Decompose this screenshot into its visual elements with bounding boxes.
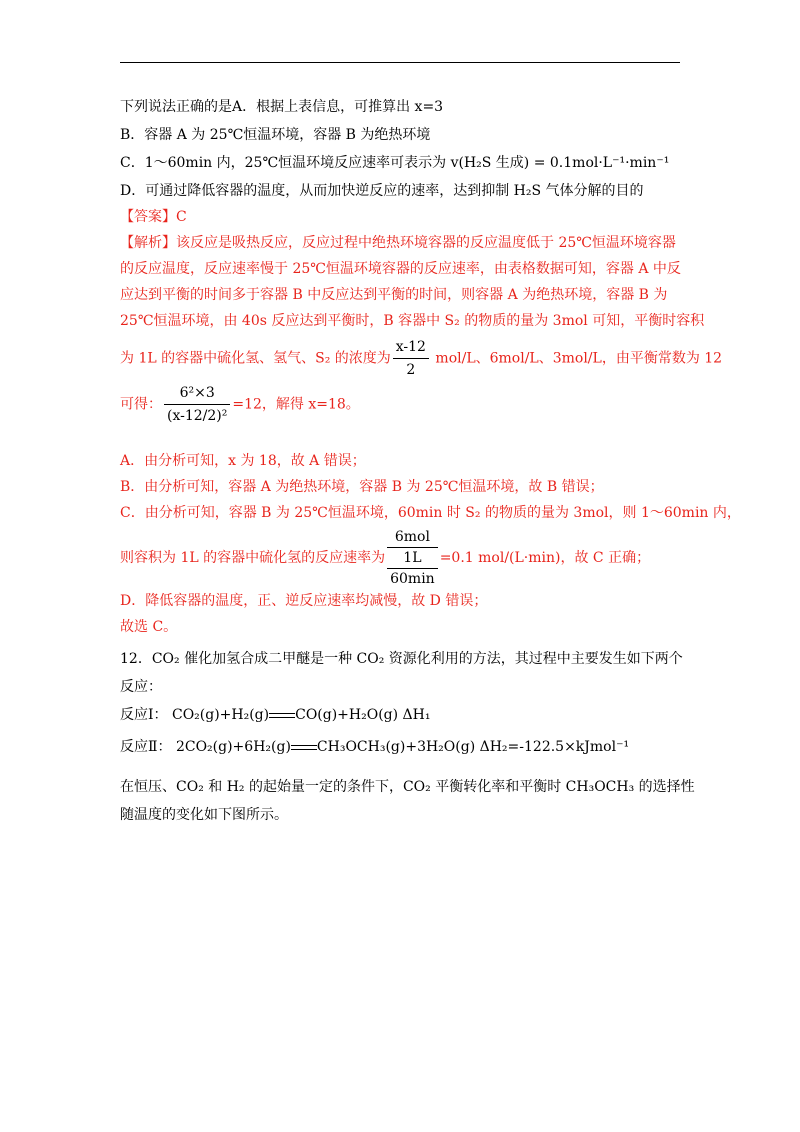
option-c-text: C．1～60min 内，25℃恒温环境反应速率可表示为 v(H₂S 生成) = 0.1mol·L⁻¹·min⁻¹ <box>120 155 670 171</box>
question-12-line-4: 随温度的变化如下图所示。 <box>120 807 288 823</box>
option-b-text: B．容器 A 为 25℃恒温环境，容器 B 为绝热环境 <box>120 127 431 143</box>
rate-suffix: =0.1 mol/(L·min)，故 C 正确； <box>439 550 651 566</box>
equilibrium-arrow-icon <box>291 742 317 752</box>
question-12-line-3: 在恒压、CO₂ 和 H₂ 的起始量一定的条件下，CO₂ 平衡转化率和平衡时 CH₃OCH₃ 的选择性 <box>120 779 695 795</box>
rate-prefix: 则容积为 1L 的容器中硫化氢的反应速率为 <box>120 550 386 566</box>
header-rule <box>120 62 680 63</box>
analysis-line-6 <box>120 383 360 426</box>
fraction-numerator: x-12 <box>395 339 426 355</box>
eq-denominator: (x-12/2)² <box>167 408 228 424</box>
rate-inner-bar <box>387 547 438 548</box>
rate-num-mol: 6mol <box>394 529 430 545</box>
fraction-bar <box>393 358 429 359</box>
analysis-line-3: 应达到平衡的时间多于容器 B 中反应达到平衡的时间，则容器 A 为绝热环境，容器 B 为 <box>120 287 668 303</box>
option-d-text: D．可通过降低容器的温度，从而加快逆反应的速率，达到抑制 H₂S 气体分解的目的 <box>120 183 644 199</box>
rate-outer-bar <box>387 568 438 569</box>
reaction-2-left: 反应Ⅱ： 2CO₂(g)+6H₂(g) <box>120 739 291 755</box>
rate-fraction <box>387 528 438 588</box>
reaction-1-right: CO(g)+H₂O(g) ΔH₁ <box>295 707 431 723</box>
eq-fraction-bar <box>164 404 230 405</box>
analysis-6-prefix: 可得： <box>120 396 162 413</box>
analysis-option-c: C．由分析可知，容器 B 为 25℃恒温环境，60min 时 S₂ 的物质的量为 3mol，则 1～60min 内， <box>120 505 741 521</box>
analysis-line-2: 的反应温度，反应速率慢于 25℃恒温环境容器的反应速率，由表格数据可知，容器 A 中反 <box>120 261 681 277</box>
analysis-line-4: 25℃恒温环境，由 40s 反应达到平衡时，B 容器中 S₂ 的物质的量为 3mol 可知，平衡时容积 <box>120 313 705 329</box>
rate-line <box>120 528 650 588</box>
reaction-2 <box>120 738 629 756</box>
reaction-2-right: CH₃OCH₃(g)+3H₂O(g) ΔH₂=-122.5×kJmol⁻¹ <box>316 739 630 755</box>
analysis-line-5 <box>120 337 722 380</box>
analysis-line-1: 【解析】该反应是吸热反应，反应过程中绝热环境容器的反应温度低于 25℃恒温环境容器 <box>120 235 676 251</box>
analysis-5-prefix: 为 1L 的容器中硫化氢、氢气、S₂ 的浓度为 <box>120 350 391 367</box>
analysis-option-d: D．降低容器的温度，正、逆反应速率均减慢，故 D 错误； <box>120 593 488 609</box>
fraction-denominator: 2 <box>406 362 416 378</box>
rate-num-vol: 1L <box>403 550 422 566</box>
analysis-option-b: B．由分析可知，容器 A 为绝热环境，容器 B 为 25℃恒温环境，故 B 错误； <box>120 479 604 495</box>
answer-line: 【答案】C <box>120 209 187 225</box>
analysis-6-suffix: =12，解得 x=18。 <box>232 396 360 413</box>
reaction-1 <box>120 706 430 724</box>
final-choice: 故选 C。 <box>120 619 178 635</box>
option-a-text: 下列说法正确的是A．根据上表信息，可推算出 x=3 <box>120 99 444 115</box>
question-12-line-1: 12．CO₂ 催化加氢合成二甲醚是一种 CO₂ 资源化利用的方法，其过程中主要发生如下两个 <box>120 651 683 667</box>
concentration-fraction <box>393 337 429 380</box>
rate-denominator: 60min <box>390 571 435 587</box>
question-12-line-2: 反应： <box>120 679 162 695</box>
reaction-1-left: 反应Ⅰ： CO₂(g)+H₂(g) <box>120 707 270 723</box>
analysis-option-a: A．由分析可知，x 为 18，故 A 错误； <box>120 453 366 469</box>
eq-numerator: 6²×3 <box>179 385 215 401</box>
equilibrium-fraction <box>164 383 230 426</box>
analysis-5-suffix: mol/L、6mol/L、3mol/L，由平衡常数为 12 <box>430 350 723 367</box>
equilibrium-arrow-icon <box>269 710 295 720</box>
